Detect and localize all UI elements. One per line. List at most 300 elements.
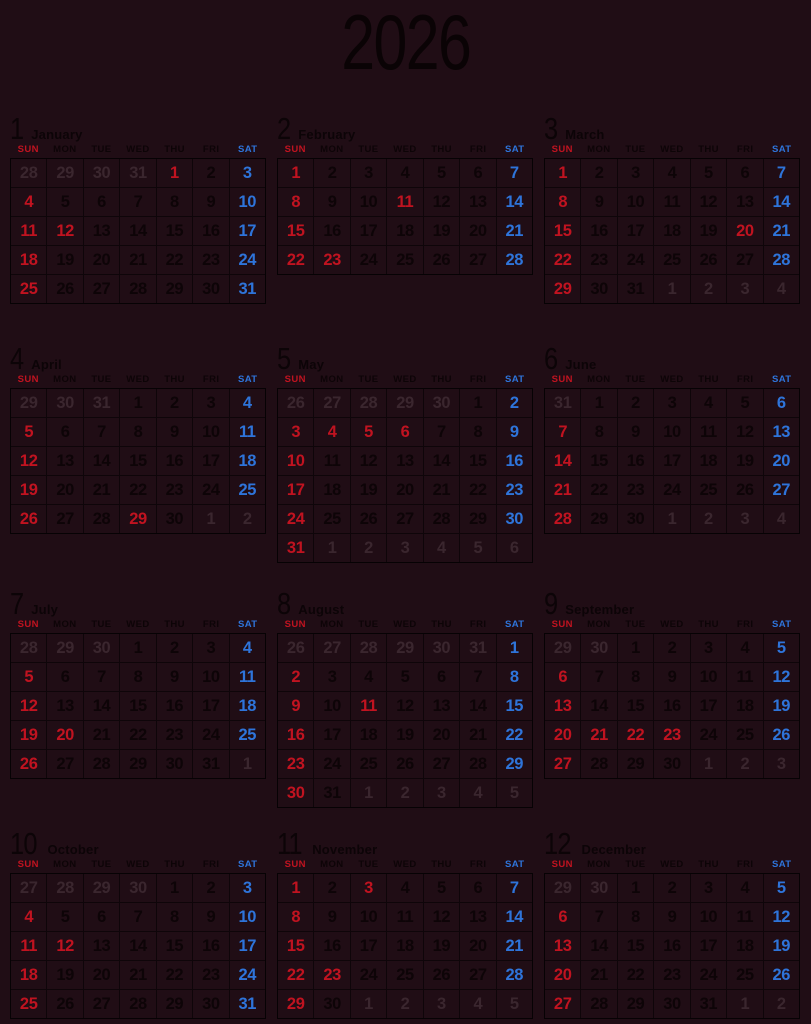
day-cell: 9 [278, 692, 313, 720]
weekday-header-row [10, 618, 266, 631]
day-cell: 24 [230, 961, 265, 989]
day-cell: 31 [691, 990, 726, 1018]
day-cell: 22 [545, 246, 580, 274]
weekday-header-row [10, 858, 266, 871]
day-cell: 2 [278, 663, 313, 691]
weekday-header: THU [431, 374, 452, 385]
day-cell: 5 [11, 663, 46, 691]
day-cell: 10 [278, 447, 313, 475]
day-cell: 23 [193, 961, 228, 989]
weekday-header: MON [320, 619, 344, 630]
day-cell: 1 [654, 505, 689, 533]
day-cell: 16 [314, 217, 349, 245]
day-cell: 6 [545, 903, 580, 931]
day-cell: 11 [654, 188, 689, 216]
weekday-header: THU [698, 144, 719, 155]
weekday-header: MON [53, 859, 77, 870]
day-cell: 25 [230, 721, 265, 749]
day-cell: 15 [545, 217, 580, 245]
day-cell: 4 [727, 634, 762, 662]
day-cell: 29 [497, 750, 532, 778]
weekday-header: TUE [91, 619, 112, 630]
day-cell: 17 [618, 217, 653, 245]
day-cell: 18 [387, 932, 422, 960]
day-cell: 1 [351, 779, 386, 807]
day-cell: 2 [691, 275, 726, 303]
weekday-header-row [544, 618, 800, 631]
day-cell: 22 [618, 961, 653, 989]
weekday-header: THU [164, 144, 185, 155]
day-cell: 5 [387, 663, 422, 691]
day-cell: 25 [691, 476, 726, 504]
day-cell: 11 [11, 217, 46, 245]
day-cell: 30 [84, 634, 119, 662]
month-name: October [47, 842, 99, 857]
weekday-header: WED [393, 144, 417, 155]
month-number: 11 [277, 825, 302, 861]
day-cell: 2 [193, 874, 228, 902]
day-cell: 28 [11, 159, 46, 187]
day-cell: 10 [230, 188, 265, 216]
weekday-header: TUE [358, 144, 379, 155]
day-cell: 30 [84, 159, 119, 187]
month-panel-february [277, 110, 533, 275]
day-cell: 29 [581, 505, 616, 533]
day-cell: 29 [278, 990, 313, 1018]
day-cell: 13 [460, 188, 495, 216]
day-cell: 7 [120, 188, 155, 216]
day-cell: 26 [11, 750, 46, 778]
day-cell: 16 [654, 692, 689, 720]
month-panel-january [10, 110, 266, 304]
day-cell: 11 [387, 903, 422, 931]
day-grid [10, 158, 266, 304]
day-cell: 31 [84, 389, 119, 417]
day-cell: 20 [727, 217, 762, 245]
day-cell: 12 [351, 447, 386, 475]
weekday-header-row [544, 858, 800, 871]
day-cell: 9 [314, 903, 349, 931]
weekday-header: THU [698, 859, 719, 870]
day-cell: 26 [387, 750, 422, 778]
day-cell: 28 [497, 246, 532, 274]
day-cell: 12 [424, 188, 459, 216]
day-cell: 2 [654, 874, 689, 902]
day-cell: 30 [581, 874, 616, 902]
weekday-header: MON [53, 144, 77, 155]
day-cell: 27 [764, 476, 799, 504]
month-number: 2 [277, 110, 291, 146]
day-cell: 25 [11, 275, 46, 303]
weekday-header: THU [698, 374, 719, 385]
month-number: 6 [544, 340, 558, 376]
day-cell: 6 [545, 663, 580, 691]
day-cell: 25 [387, 961, 422, 989]
day-cell: 3 [764, 750, 799, 778]
weekday-header: WED [126, 859, 150, 870]
weekday-header: SAT [237, 374, 258, 385]
month-number: 3 [544, 110, 558, 146]
day-cell: 26 [351, 505, 386, 533]
day-cell: 29 [84, 874, 119, 902]
day-cell: 13 [47, 692, 82, 720]
day-cell: 10 [351, 903, 386, 931]
day-cell: 15 [618, 692, 653, 720]
day-cell: 22 [278, 246, 313, 274]
day-cell: 7 [497, 874, 532, 902]
day-cell: 3 [351, 874, 386, 902]
day-cell: 31 [230, 990, 265, 1018]
day-cell: 21 [581, 961, 616, 989]
month-header [10, 585, 266, 621]
weekday-header: SAT [504, 144, 525, 155]
day-cell: 5 [497, 990, 532, 1018]
month-name: November [312, 842, 378, 857]
day-cell: 25 [654, 246, 689, 274]
day-cell: 9 [193, 903, 228, 931]
day-cell: 27 [84, 990, 119, 1018]
weekday-header: FRI [736, 374, 754, 385]
day-cell: 31 [230, 275, 265, 303]
day-cell: 17 [193, 447, 228, 475]
day-cell: 25 [230, 476, 265, 504]
day-cell: 26 [691, 246, 726, 274]
month-panel-july [10, 585, 266, 779]
day-cell: 6 [424, 663, 459, 691]
day-cell: 16 [193, 932, 228, 960]
year-title-text: 2026 [340, 0, 471, 86]
month-number: 5 [277, 340, 291, 376]
day-cell: 3 [424, 779, 459, 807]
day-cell: 29 [618, 750, 653, 778]
day-cell: 5 [497, 779, 532, 807]
day-cell: 17 [193, 692, 228, 720]
day-cell: 28 [351, 389, 386, 417]
day-cell: 4 [424, 534, 459, 562]
day-cell: 25 [727, 721, 762, 749]
day-cell: 1 [230, 750, 265, 778]
day-cell: 28 [351, 634, 386, 662]
day-cell: 28 [47, 874, 82, 902]
weekday-header: FRI [736, 859, 754, 870]
day-cell: 28 [581, 750, 616, 778]
weekday-header: THU [164, 374, 185, 385]
day-cell: 27 [84, 275, 119, 303]
day-cell: 8 [618, 903, 653, 931]
day-cell: 1 [314, 534, 349, 562]
year-title [0, 2, 811, 84]
day-cell: 4 [691, 389, 726, 417]
day-cell: 15 [120, 692, 155, 720]
day-cell: 14 [581, 692, 616, 720]
day-cell: 29 [157, 275, 192, 303]
day-cell: 25 [351, 750, 386, 778]
day-cell: 5 [727, 389, 762, 417]
day-cell: 10 [691, 903, 726, 931]
day-cell: 15 [278, 932, 313, 960]
day-cell: 8 [618, 663, 653, 691]
day-grid [277, 873, 533, 1019]
day-cell: 12 [387, 692, 422, 720]
day-cell: 16 [581, 217, 616, 245]
day-cell: 16 [618, 447, 653, 475]
day-cell: 4 [387, 159, 422, 187]
day-cell: 1 [157, 874, 192, 902]
day-cell: 9 [193, 188, 228, 216]
month-panel-april [10, 340, 266, 534]
weekday-header: TUE [625, 374, 646, 385]
day-cell: 17 [351, 932, 386, 960]
day-cell: 4 [11, 188, 46, 216]
day-cell: 5 [424, 159, 459, 187]
day-cell: 13 [84, 217, 119, 245]
day-cell: 28 [581, 990, 616, 1018]
month-panel-september [544, 585, 800, 779]
day-cell: 13 [47, 447, 82, 475]
day-cell: 2 [691, 505, 726, 533]
day-cell: 19 [691, 217, 726, 245]
day-cell: 31 [314, 779, 349, 807]
day-cell: 4 [11, 903, 46, 931]
day-cell: 20 [84, 961, 119, 989]
day-cell: 2 [387, 779, 422, 807]
weekday-header: FRI [202, 859, 220, 870]
day-cell: 1 [727, 990, 762, 1018]
day-cell: 28 [120, 275, 155, 303]
day-cell: 22 [157, 961, 192, 989]
day-cell: 7 [120, 903, 155, 931]
day-cell: 14 [460, 692, 495, 720]
day-cell: 19 [764, 932, 799, 960]
day-cell: 29 [120, 750, 155, 778]
weekday-header: THU [431, 619, 452, 630]
day-cell: 13 [387, 447, 422, 475]
day-cell: 7 [424, 418, 459, 446]
day-cell: 29 [47, 634, 82, 662]
weekday-header: SAT [504, 374, 525, 385]
day-cell: 27 [545, 990, 580, 1018]
day-cell: 19 [11, 476, 46, 504]
day-cell: 18 [11, 961, 46, 989]
day-cell: 12 [691, 188, 726, 216]
day-grid [277, 158, 533, 275]
day-cell: 1 [618, 874, 653, 902]
day-cell: 25 [11, 990, 46, 1018]
day-cell: 31 [460, 634, 495, 662]
day-cell: 31 [545, 389, 580, 417]
day-cell: 2 [581, 159, 616, 187]
day-cell: 18 [727, 932, 762, 960]
day-cell: 21 [764, 217, 799, 245]
month-name: September [565, 602, 635, 617]
day-cell: 24 [278, 505, 313, 533]
day-cell: 13 [460, 903, 495, 931]
day-cell: 19 [11, 721, 46, 749]
day-cell: 26 [47, 275, 82, 303]
day-cell: 22 [581, 476, 616, 504]
day-cell: 30 [157, 750, 192, 778]
day-cell: 17 [230, 932, 265, 960]
month-header [544, 825, 800, 861]
day-cell: 19 [351, 476, 386, 504]
day-grid [544, 873, 800, 1019]
weekday-header: SUN [17, 374, 39, 385]
day-cell: 23 [157, 476, 192, 504]
day-cell: 5 [11, 418, 46, 446]
weekday-header: THU [164, 859, 185, 870]
day-cell: 6 [84, 188, 119, 216]
day-cell: 1 [120, 389, 155, 417]
day-cell: 4 [230, 634, 265, 662]
weekday-header: TUE [625, 144, 646, 155]
weekday-header: SUN [284, 859, 306, 870]
weekday-header: WED [126, 374, 150, 385]
weekday-header-row [10, 143, 266, 156]
day-cell: 23 [497, 476, 532, 504]
day-cell: 15 [460, 447, 495, 475]
day-cell: 6 [727, 159, 762, 187]
day-cell: 17 [351, 217, 386, 245]
day-cell: 21 [545, 476, 580, 504]
day-cell: 30 [581, 634, 616, 662]
day-cell: 4 [460, 779, 495, 807]
weekday-header: WED [126, 619, 150, 630]
day-cell: 23 [618, 476, 653, 504]
day-grid [544, 158, 800, 304]
day-cell: 2 [387, 990, 422, 1018]
day-cell: 20 [764, 447, 799, 475]
day-cell: 19 [727, 447, 762, 475]
weekday-header: FRI [202, 374, 220, 385]
day-grid [10, 873, 266, 1019]
day-cell: 17 [230, 217, 265, 245]
day-cell: 5 [351, 418, 386, 446]
day-cell: 30 [314, 990, 349, 1018]
day-cell: 19 [47, 246, 82, 274]
weekday-header-row [277, 858, 533, 871]
day-cell: 11 [314, 447, 349, 475]
day-cell: 20 [47, 476, 82, 504]
weekday-header: MON [587, 619, 611, 630]
day-cell: 14 [120, 217, 155, 245]
day-cell: 22 [497, 721, 532, 749]
day-cell: 12 [424, 903, 459, 931]
day-cell: 29 [47, 159, 82, 187]
day-cell: 11 [691, 418, 726, 446]
day-cell: 29 [618, 990, 653, 1018]
month-name: December [581, 842, 646, 857]
day-cell: 27 [424, 750, 459, 778]
month-number: 12 [544, 825, 571, 861]
day-cell: 14 [84, 692, 119, 720]
weekday-header: SAT [771, 619, 792, 630]
month-header [277, 340, 533, 376]
day-cell: 2 [351, 534, 386, 562]
day-cell: 13 [764, 418, 799, 446]
day-cell: 2 [727, 750, 762, 778]
day-cell: 16 [314, 932, 349, 960]
day-cell: 10 [193, 418, 228, 446]
day-cell: 11 [727, 903, 762, 931]
day-cell: 30 [497, 505, 532, 533]
day-grid [10, 388, 266, 534]
day-cell: 30 [193, 275, 228, 303]
month-header [10, 825, 266, 861]
day-cell: 16 [157, 692, 192, 720]
day-cell: 1 [654, 275, 689, 303]
day-cell: 30 [278, 779, 313, 807]
day-cell: 24 [351, 246, 386, 274]
day-cell: 2 [230, 505, 265, 533]
day-cell: 7 [84, 418, 119, 446]
day-cell: 18 [230, 692, 265, 720]
day-cell: 3 [727, 275, 762, 303]
month-name: April [31, 357, 62, 372]
day-cell: 11 [230, 663, 265, 691]
day-cell: 16 [497, 447, 532, 475]
day-cell: 13 [84, 932, 119, 960]
day-cell: 14 [545, 447, 580, 475]
day-cell: 28 [11, 634, 46, 662]
day-cell: 2 [497, 389, 532, 417]
day-cell: 10 [314, 692, 349, 720]
day-cell: 15 [278, 217, 313, 245]
day-cell: 17 [691, 932, 726, 960]
day-cell: 4 [230, 389, 265, 417]
month-name: June [565, 357, 597, 372]
day-cell: 31 [618, 275, 653, 303]
day-cell: 24 [618, 246, 653, 274]
weekday-header-row [544, 373, 800, 386]
weekday-header: WED [660, 619, 684, 630]
month-panel-august [277, 585, 533, 808]
day-cell: 12 [11, 692, 46, 720]
day-cell: 8 [545, 188, 580, 216]
day-cell: 31 [120, 159, 155, 187]
month-header [544, 110, 800, 146]
day-cell: 21 [84, 476, 119, 504]
day-cell: 3 [193, 389, 228, 417]
day-cell: 30 [654, 990, 689, 1018]
day-cell: 28 [497, 961, 532, 989]
month-header [277, 110, 533, 146]
day-cell: 15 [497, 692, 532, 720]
day-cell: 11 [387, 188, 422, 216]
day-cell: 4 [764, 275, 799, 303]
weekday-header: TUE [625, 859, 646, 870]
day-cell: 30 [47, 389, 82, 417]
weekday-header: TUE [625, 619, 646, 630]
day-cell: 21 [120, 961, 155, 989]
day-cell: 29 [545, 275, 580, 303]
day-cell: 3 [691, 874, 726, 902]
day-cell: 19 [424, 217, 459, 245]
day-cell: 3 [727, 505, 762, 533]
weekday-header: WED [393, 374, 417, 385]
day-cell: 24 [193, 721, 228, 749]
day-cell: 23 [314, 246, 349, 274]
day-cell: 1 [193, 505, 228, 533]
day-cell: 30 [424, 389, 459, 417]
day-cell: 8 [120, 418, 155, 446]
day-cell: 11 [351, 692, 386, 720]
weekday-header: SUN [551, 144, 573, 155]
day-cell: 7 [764, 159, 799, 187]
day-cell: 21 [460, 721, 495, 749]
weekday-header: TUE [91, 859, 112, 870]
day-cell: 30 [120, 874, 155, 902]
day-cell: 27 [11, 874, 46, 902]
